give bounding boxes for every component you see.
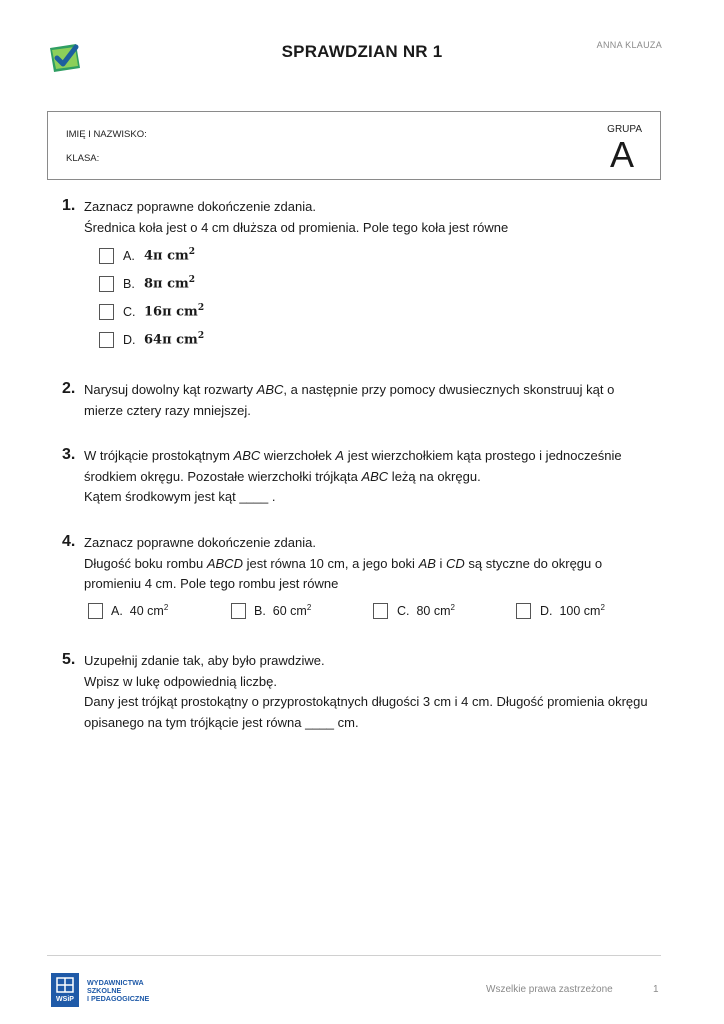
question-1-text: [84, 197, 669, 238]
q1-option-a-value: 4π $cm^2$: [144, 247, 196, 264]
group-label: GRUPA: [607, 124, 642, 135]
q1-option-c-letter: C.: [123, 305, 136, 319]
q4-option-b-checkbox[interactable]: [231, 603, 246, 619]
rights-reserved-text: Wszelkie prawa zastrzeżone: [486, 984, 613, 995]
q1-option-b-value: 8π $cm^2$: [144, 275, 196, 292]
q1-option-b-letter: B.: [123, 277, 135, 291]
q1-option-c-value: 16π $cm^2$: [144, 303, 205, 320]
q1-instruction: Zaznacz poprawne dokończenie zdania.: [84, 199, 316, 214]
name-label: IMIĘ I NAZWISKO:: [66, 129, 147, 140]
q1-option-d-checkbox[interactable]: [99, 332, 114, 348]
question-4-text: Zaznacz poprawne dokończenie zdania. Długość boku rombu ABCD jest równa 10 cm, a jego boki AB i CD są styczne do okręgu o promieniu 4 cm. Pole tego rombu jest równe: [84, 535, 603, 591]
q1-option-b-checkbox[interactable]: [99, 276, 114, 292]
question-2-text: Narysuj dowolny kąt rozwarty ABC, a następnie przy pomocy dwusiecznych skonstruuj kąt o mierze cztery razy mniejszej.: [84, 382, 615, 418]
q4-option-b-label: B. 60 $cm^2$: [254, 603, 312, 619]
student-info-box: [47, 111, 661, 180]
q1-option-c-checkbox[interactable]: [99, 304, 114, 320]
q1-option-d-value: 64π $cm^2$: [144, 331, 205, 348]
q1-option-d-letter: D.: [123, 333, 136, 347]
group-letter: A: [609, 134, 634, 175]
wsip-logo-icon: WSiP: [51, 973, 79, 1007]
q4-option-c-checkbox[interactable]: [373, 603, 388, 619]
question-3-text: W trójkącie prostokątnym ABC wierzchołek A jest wierzchołkiem kąta prostego i jednocześnie środkiem okręgu. Pozostałe wierzchołki trójkąta ABC leżą na okręgu. Kątem środkowym jest kąt ____ .: [84, 448, 622, 504]
q4-option-a-label: A. 40 $cm^2$: [111, 603, 169, 619]
question-number-1: 1.: [62, 197, 76, 214]
q4-option-d-label: D. 100 $cm^2$: [540, 603, 605, 619]
q1-option-a-checkbox[interactable]: [99, 248, 114, 264]
q4-option-d-checkbox[interactable]: [516, 603, 531, 619]
question-number-4: 4.: [62, 533, 76, 550]
author-name: ANNA KLAUZA: [596, 40, 662, 50]
page-title: SPRAWDZIAN NR 1: [281, 42, 443, 61]
q1-body: Średnica koła jest o 4 cm dłuższa od promienia. Pole tego koła jest równe: [84, 219, 509, 235]
question-5-text: Uzupełnij zdanie tak, aby było prawdziwe. Wpisz w lukę odpowiednią liczbę. Dany jest trójkąt prostokątny o przyprostokątnych długości 3 cm i 4 cm. Długość promienia okręgu opisanego na tym trójkącie jest równa ____ cm.: [84, 653, 648, 730]
footer-divider: [47, 955, 661, 956]
question-number-3: 3.: [62, 446, 76, 463]
q4-option-c-label: C. 80 $cm^2$: [397, 603, 455, 619]
page-number: 1: [653, 984, 659, 995]
class-label: KLASA:: [66, 153, 100, 164]
q4-option-a-checkbox[interactable]: [88, 603, 103, 619]
question-number-5: 5.: [62, 651, 76, 668]
q1-option-a-letter: A.: [123, 249, 135, 263]
question-number-2: 2.: [62, 380, 76, 397]
publisher-name: WYDAWNICTWA SZKOLNE I PEDAGOGICZNE: [87, 978, 150, 1003]
